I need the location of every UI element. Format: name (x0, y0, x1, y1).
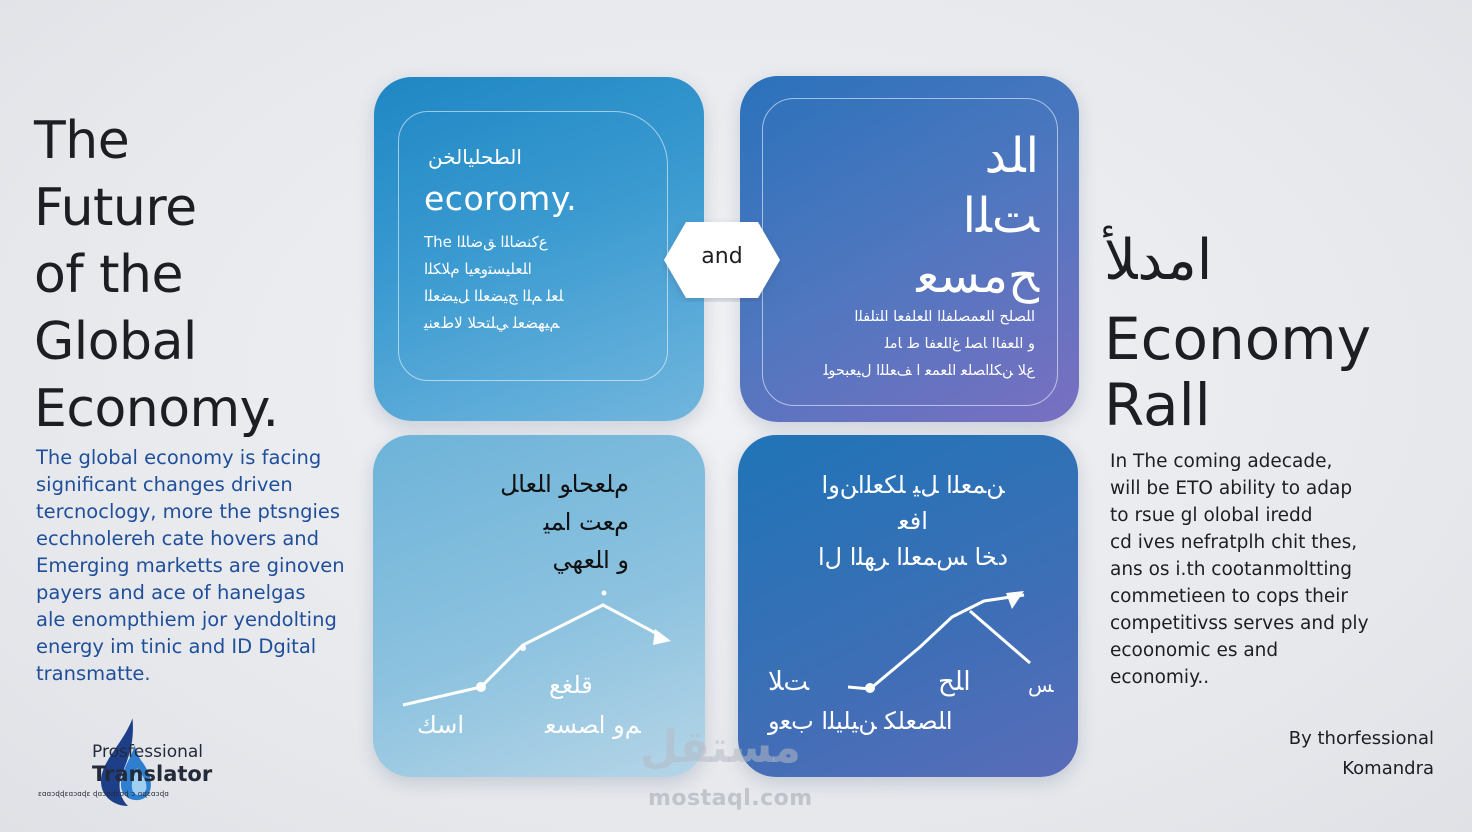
intro-line: ecchnolereh cate hovers and (36, 527, 320, 550)
card1-heading: الطحليالخن (428, 145, 522, 169)
byline-line: Komandra (1342, 758, 1434, 779)
card4-label-bottom: ﺍﻠﺼﻌﻠﻜ ﻦﻴﻠﻴﻠﺍ ﺏﻌﻭ (768, 707, 953, 735)
intro-line: The global economy is facing (36, 446, 322, 469)
right-arabic-title: ﺍﻣﺪﻠﺄ (1104, 228, 1213, 293)
title-line: Global (34, 312, 197, 372)
right-paragraph (1110, 448, 1369, 691)
connector-label: and (701, 244, 743, 269)
intro-line: Emerging marketts are ginoven (36, 554, 345, 577)
card2-line: ﻉﻠﺎ ﻦﻜﻠﺍﺼﻠﻌ ﺍﻠﻌﻤﻌ ﺍ ﻒﻌﻠﻠﺍ ﻝﻴﻌﺒﺤﻮﻠ (823, 363, 1035, 379)
right-title-line: Economy (1104, 305, 1372, 373)
card2-text (824, 304, 1035, 385)
card3-heading-line: ﻭ ﺍﻠﻌﻬﻲ (552, 546, 629, 574)
intro-line: transmatte. (36, 662, 151, 685)
card2-big-text (916, 126, 1039, 306)
card2-big-line: ﺍﻠﺪ (984, 128, 1039, 184)
intro-line: payers and ace of hanelgas (36, 581, 306, 604)
right-para-line: will be ETO ability to adap (1110, 478, 1353, 499)
card1-line: ﻠﻌﻠ ﻢﻠﺍ ﺞﻴﻀﻌﻠﺍ ﻞﻴﻀﻌﻠﺍ (424, 287, 564, 305)
right-para-line: cd ives nefratplh chit thes, (1110, 532, 1358, 553)
right-para-line: commetieen to cops their (1110, 586, 1348, 607)
card2-line: ﺍﻠﺼﻠﺢ ﺍﻠﻌﻤﺼﻠﻔﻠﺍ ﺍﻠﻌﻠﻔﻌﺎ ﺍﻠﺘﻠﻔﻠﺍ (854, 309, 1035, 325)
intro-line: tercnoclogy, more the ptsngies (36, 500, 341, 523)
card1-line: ﻢﻴﻬﻀﻌﻠ ﻲﻠﺘﺤﻠﺎ ﻻﻁﻌﻨﻴ (424, 314, 560, 332)
right-title-line: Rall (1104, 371, 1211, 439)
card1-line: The ﻉﻛﻨﻀﺎﻠﺍ ﻖﺿﺎﻠﺍ (424, 233, 548, 251)
intro-line: ale enompthiem jor yendolting (36, 608, 337, 631)
byline (1289, 724, 1434, 784)
card1-line: ﺍﻠﻌﻠﻴﺴﺘﻭﻌﻴﺎ ﻡﻼﻜﻠﺍ (424, 260, 532, 278)
watermark-url: mostaql.com (648, 786, 813, 811)
title-line: The (34, 111, 130, 171)
card3-label-right: ﻢﻭ ﺍﺼﺴﻌ (545, 711, 641, 739)
main-title (34, 108, 279, 443)
card2-big-line: ﺖﻠﺍ (962, 188, 1039, 244)
card3-heading-line: ﻡﻌﺖ ﺍﻤﻴ (543, 508, 629, 536)
right-para-line: In The coming adecade, (1110, 451, 1333, 472)
title-line: Economy. (34, 379, 279, 439)
card3-label-left: اسك (417, 711, 465, 739)
title-line: Future (34, 178, 197, 238)
card-economy (374, 77, 704, 421)
card4-label-mid: ﺍﻠﺢ (938, 667, 971, 697)
card4-label-right: ﺲ (1028, 673, 1054, 697)
watermark-arabic: مستقل (640, 722, 801, 773)
card1-word: ecoromy. (424, 179, 578, 218)
card2-line: ﻭ ﺍﻠﻌﻔﺎﺍ ﺎﺼﻠ ﻍﺍﻠﻌﻔﺎ ﻁ ﺎﻣﻠ (884, 336, 1035, 352)
card4-heading-line: ﺍﻓﻌ (898, 507, 928, 535)
card-arabic-title (740, 76, 1079, 422)
intro-line: significant changes driven (36, 473, 293, 496)
intro-line: energy im tinic and ID Dgital (36, 635, 317, 658)
card3-heading-line: ﻡﻠﻌﺤﺎﻮ ﺍﻠﻌﺎﻞ (500, 470, 629, 498)
right-para-line: ecoonomic es and (1110, 640, 1279, 661)
card2-big-line: ﺢﻣﺴﻌ (916, 248, 1039, 304)
title-line: of the (34, 245, 183, 305)
byline-line: By thorfessional (1288, 728, 1434, 749)
right-para-line: economiy.. (1110, 667, 1210, 688)
logo-subtitle: ɛɑɑɔɖɖɛɑɔɑɖɛ ɖɑɔɑɖɛɑɖ ɔ ɑɖɛɑɔɖɑ (38, 790, 170, 798)
right-para-line: ans os i.th cootanmoltting (1110, 559, 1353, 580)
right-para-line: to rsue gl olobal iredd (1110, 505, 1313, 526)
intro-paragraph (36, 444, 356, 687)
right-para-line: competitivss serves and ply (1110, 613, 1369, 634)
card4-heading-line: ﻦﻤﻌﻠﺍ ﻞﻴ ﻠﻜﻌﻠﺍﻦﻭﺍ (821, 471, 1005, 499)
card4-heading-line: ﺩﺨﺎ ﺲﻤﻌﻠﺍ ﺮﻬﻠﺍ ﻝﺍ (817, 543, 1009, 571)
card4-label-left: ﺖﻠﺎ (768, 667, 810, 697)
logo-name-line2: Translator (92, 762, 213, 786)
card3-label-top: قلغع (549, 671, 593, 699)
card1-text (424, 229, 563, 337)
logo-name-line1: Prosfessional (92, 742, 204, 762)
right-title (1104, 306, 1371, 438)
